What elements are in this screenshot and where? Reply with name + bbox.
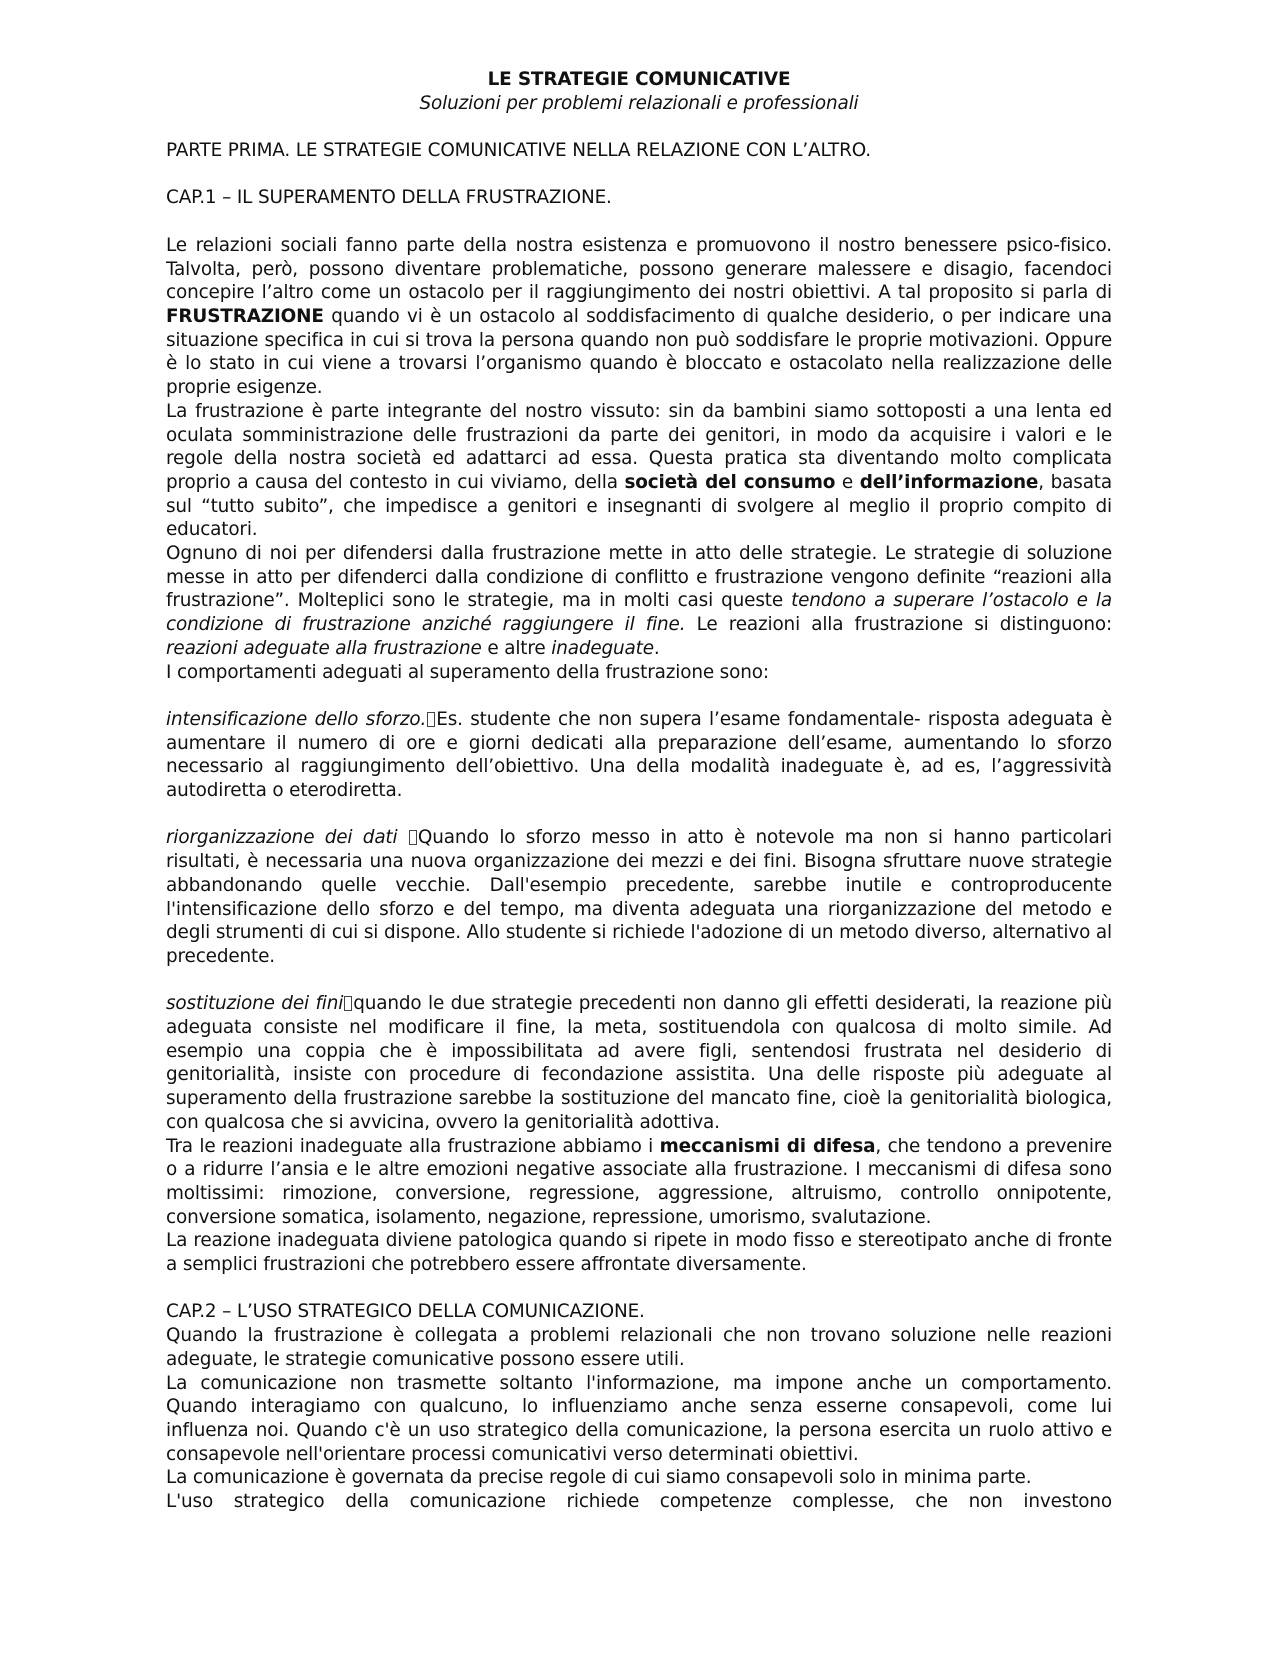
term-reorganization: riorganizzazione dei dati bbox=[166, 827, 398, 849]
term-substitution: sostituzione dei fini bbox=[166, 993, 344, 1015]
arrow-glyph-icon bbox=[427, 712, 435, 727]
reaction-reorganization: riorganizzazione dei dati Quando lo sforzo messo in atto è notevole ma non si hanno particolari risultati, è necessaria una nuova organizzazione dei mezzi e dei fini. Bisogna sfruttare nuove strategie abbandonando quelle vecchie. Dall'esempio precedente, sarebbe inutile e controproducente l'intensificazione dello sforzo e del tempo, ma diventa adeguata una riorganizzazione del metodo e degli strumenti di cui si dispone. Allo studente si richiede l'adozione di un metodo diverso, alternativo al precedente. bbox=[166, 827, 1113, 967]
paragraph-4: I comportamenti adeguati al superamento della frustrazione sono: bbox=[166, 661, 769, 683]
term-intensification: intensificazione dello sforzo. bbox=[166, 708, 427, 730]
part-heading: PARTE PRIMA. LE STRATEGIE COMUNICATIVE NELLA RELAZIONE CON L’ALTRO. bbox=[166, 140, 871, 162]
paragraph-3: Ognuno di noi per difendersi dalla frustrazione mette in atto delle strategie. Le strategie di soluzione messe in atto per difenderci dalla condizione di conflitto e frustrazione vengono definite “reazioni alla frustrazione”. Molteplici sono le strategie, ma in molti casi queste tendono a superare l’ostacolo e la condizione di frustrazione anziché raggiungere il fine. Le reazioni alla frustrazione si distinguono: reazioni adeguate alla frustrazione e altre inadeguate. bbox=[166, 543, 1112, 659]
paragraph-1: Le relazioni sociali fanno parte della nostra esistenza e promuovono il nostro benessere psico-fisico. Talvolta, però, possono diventare problematiche, possono generare malessere e disagio, facendoci concepire l’altro come un ostacolo per il raggiungimento dei nostri obiettivi. A tal proposito si parla di FRUSTRAZIONE quando vi è un ostacolo al soddisfacimento di qualche desiderio, o per indicare una situazione specifica in cui si trova la persona quando non può soddisfare le proprie motivazioni. Oppure è lo stato in cui viene a trovarsi l’organismo quando è bloccato e ostacolato nella realizzazione delle proprie esigenze. bbox=[166, 234, 1112, 399]
paragraph-10: Quando la frustrazione è collegata a problemi relazionali che non trovano soluzione nelle reazioni adeguate, le strategie comunicative possono essere utili. bbox=[166, 1325, 1112, 1370]
paragraph-2: La frustrazione è parte integrante del nostro vissuto: sin da bambini siamo sottoposti a una lenta ed oculata somministrazione delle frustrazioni da parte dei genitori, in modo da acquisire i valori e le regole della nostra società ed adattarci ad essa. Questa pratica sta diventando molto complicata proprio a causa del contesto in cui viviamo, della società del consumo e dell’informazione, basata sul “tutto subito”, che impedisce a genitori e insegnanti di svolgere al meglio il proprio compito di educatori. bbox=[166, 400, 1112, 541]
arrow-glyph-icon bbox=[409, 830, 417, 845]
chapter-1-heading: CAP.1 – IL SUPERAMENTO DELLA FRUSTRAZIONE. bbox=[166, 187, 612, 209]
chapter-2-heading: CAP.2 – L’USO STRATEGICO DELLA COMUNICAZIONE. bbox=[166, 1301, 645, 1323]
document-subtitle: Soluzioni per problemi relazionali e professionali bbox=[419, 92, 859, 114]
reaction-substitution: sostituzione dei fini quando le due strategie precedenti non danno gli effetti desiderati, la reazione più adeguata consiste nel modificare il fine, la meta, sostituendola con qualcosa di molto simile. Ad esempio una coppia che è impossibilitata ad avere figli, sentendosi frustrata nel desiderio di genitorialità, insiste con procedure di fecondazione assistita. Una delle risposte più adeguate al superamento della frustrazione sarebbe la sostituzione del mancato fine, cioè la genitorialità biologica, con qualcosa che si avvicina, ovvero la genitorialità adottiva. bbox=[166, 993, 1112, 1133]
paragraph-11: La comunicazione non trasmette soltanto l'informazione, ma impone anche un comportamento. Quando interagiamo con qualcuno, lo influenziamo anche senza esserne consapevoli, come lui influenza noi. Quando c'è un uso strategico della comunicazione, la persona esercita un ruolo attivo e consapevole nell'orientare processi comunicativi verso determinati obiettivi. bbox=[166, 1372, 1112, 1465]
paragraph-12: La comunicazione è governata da precise regole di cui siamo consapevoli solo in minima parte. bbox=[166, 1467, 1032, 1489]
paragraph-13: L'uso strategico della comunicazione richiede competenze complesse, che non investono bbox=[166, 1491, 1112, 1513]
arrow-glyph-icon bbox=[344, 996, 352, 1011]
reaction-intensification: intensificazione dello sforzo. Es. studente che non supera l’esame fondamentale- risposta adeguata è aumentare il numero di ore e giorni dedicati alla preparazione dell’esame, aumentando lo sforzo necessario al raggiungimento dell’obiettivo. Una della modalità inadeguate è, ad es, l’aggressività autodiretta o eterodiretta. bbox=[166, 708, 1113, 802]
paragraph-pathological: La reazione inadeguata diviene patologica quando si ripete in modo fisso e stereotipato anche di fronte a semplici frustrazioni che potrebbero essere affrontate diversamente. bbox=[166, 1230, 1112, 1276]
document-title: LE STRATEGIE COMUNICATIVE bbox=[487, 69, 791, 90]
paragraph-defense: Tra le reazioni inadeguate alla frustrazione abbiamo i meccanismi di difesa, che tendono a prevenire o a ridurre l’ansia e le altre emozioni negative associate alla frustrazione. I meccanismi di difesa sono moltissimi: rimozione, conversione, regressione, aggressione, altruismo, controllo onnipotente, conversione somatica, isolamento, negazione, repressione, umorismo, svalutazione. bbox=[166, 1135, 1112, 1228]
